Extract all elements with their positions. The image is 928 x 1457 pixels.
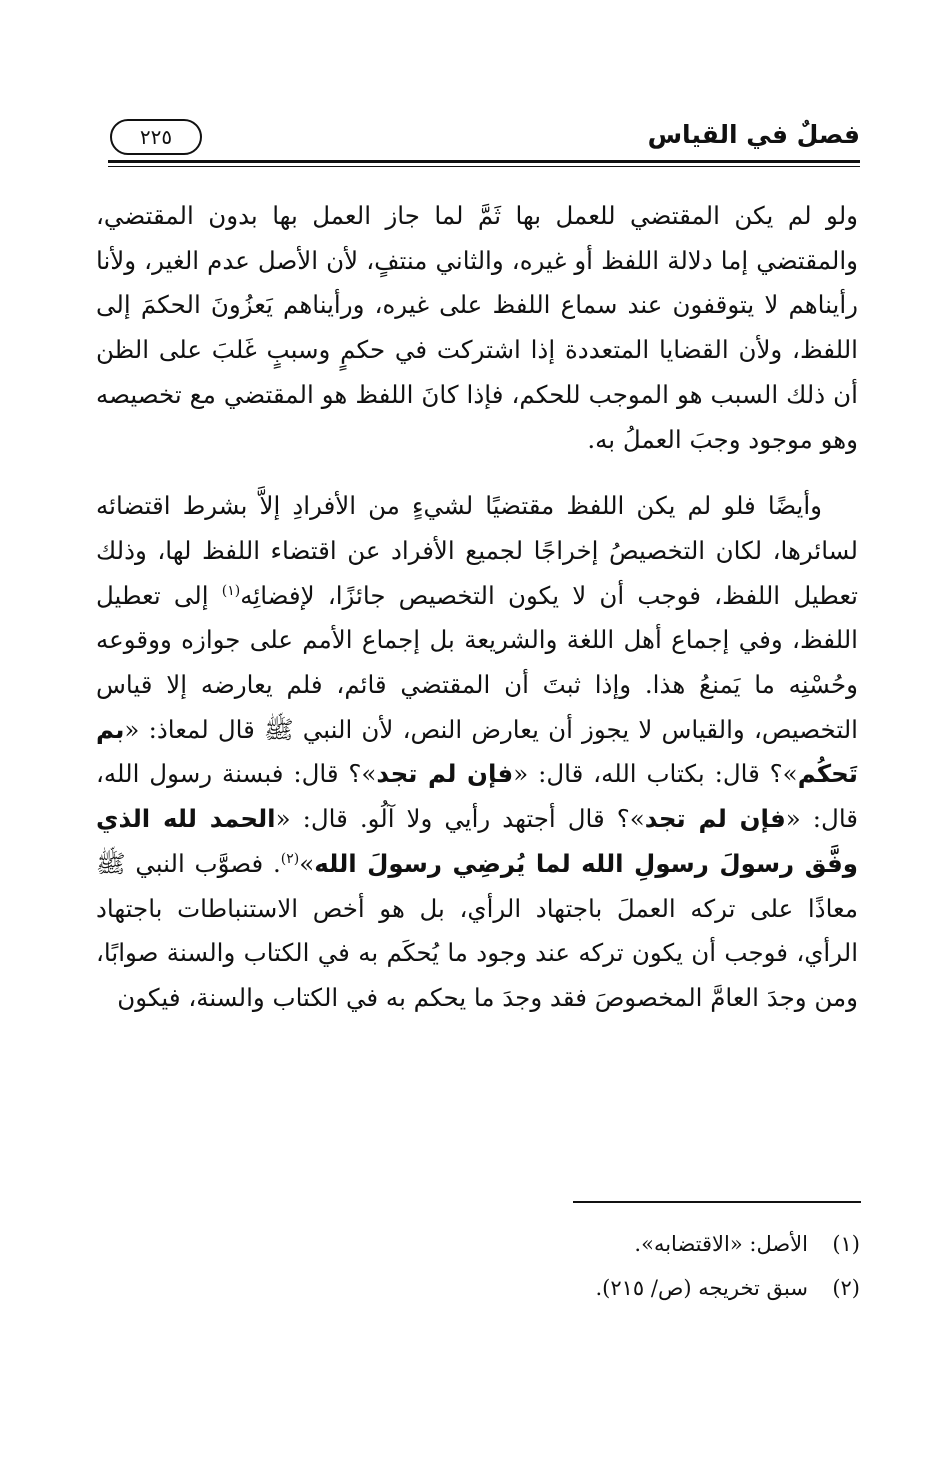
footnotes — [96, 1222, 860, 1310]
footnote-separator — [573, 1201, 861, 1203]
footnote-reference-2: (٢) — [280, 850, 300, 867]
hadith-quote-2: فإن لم تجد — [376, 759, 514, 789]
paragraph-2-part-a: وأيضًا فلو لم يكن اللفظ مقتضيًا لشيءٍ من الأفرادِ إلاَّ بشرط اقتضائه لسائرها، لكان التخصيصُ إخراجًا لجميع الأفراد عن اقتضاء اللفظ لها، وذلك تعطيل اللفظ، فوجب أن لا يكون التخصيص جائزًا، لإفضائِه — [96, 491, 859, 610]
paragraph-2-part-c: »؟ قال: بكتاب الله، قال: « — [513, 759, 798, 789]
page-number: ٢٢٥ — [139, 125, 173, 149]
header-rule-thick — [108, 160, 860, 163]
page-header — [108, 116, 860, 158]
running-title: فصلٌ في القياس — [647, 120, 860, 149]
page-number-frame — [110, 119, 202, 155]
footnote-1 — [96, 1222, 860, 1266]
paragraph-2-part-f: » — [299, 848, 315, 878]
hadith-quote-1: بم تَحكُم — [96, 714, 859, 789]
footnote-reference-1: (١) — [221, 582, 241, 599]
footnote-2 — [96, 1266, 860, 1310]
paragraph-2-part-e: »؟ قال أجتهد رأيي ولا آلُو. قال: « — [275, 804, 645, 834]
footnote-marker-2: (٢) — [832, 1276, 860, 1300]
main-text — [96, 194, 858, 1021]
paragraph-2-part-g: . فصوَّب النبي ﷺ معاذًا على تركه العملَ باجتهاد الرأي، بل هو أخص الاستنباطات باجتهاد الرأي، فوجب أن يكون تركه عند وجود ما يُحكَم به في الكتاب والسنة صوابًا، ومن وجدَ العامَّ المخصوصَ فقد وجدَ ما يحكم به في الكتاب والسنة، فيكون — [96, 848, 858, 1012]
paragraph-2-part-b: إلى تعطيل اللفظ، وفي إجماع أهل اللغة والشريعة بل إجماع الأمم على جوازه ووقوعه وحُسْنِه ما يَمنعُ هذا. وإذا ثبتَ أن المقتضي قائم، فلم يعارضه إلا قياس التخصيص، والقياس لا يجوز أن يعارض النص، لأن النبي ﷺ قال لمعاذ: « — [96, 580, 858, 744]
paragraph-1: ولو لم يكن المقتضي للعمل بها ثَمَّ لما جاز العمل بها بدون المقتضي، والمقتضي إما دلالة اللفظ أو غيره، والثاني منتفٍ، لأن الأصل عدم الغير، ولأنا رأيناهم لا يتوقفون عند سماع اللفظ على غيره، ورأيناهم يَعزُونَ الحكمَ إلى اللفظ، ولأن القضايا المتعددة إذا اشتركت في حكمٍ وسببٍ غَلبَ على الظن أن ذلك السبب هو الموجب للحكم، فإذا كانَ اللفظ هو المقتضي مع تخصيصه وهو موجود وجبَ العملُ به. — [96, 201, 858, 454]
hadith-quote-4: الحمد لله الذي وفَّق رسولَ رسولِ الله لما يُرضِي رسولَ الله — [96, 804, 858, 878]
footnote-text-1: الأصل: «الاقتضابه». — [634, 1232, 808, 1256]
footnote-marker-1: (١) — [832, 1232, 860, 1256]
header-rule-thin — [108, 166, 860, 167]
paragraph-2-part-d: »؟ قال: فبسنة رسول الله، قال: « — [96, 759, 858, 834]
hadith-quote-3: فإن لم تجد — [644, 804, 786, 834]
footnote-text-2: سبق تخريجه (ص/ ٢١٥). — [595, 1276, 808, 1300]
paragraph-2 — [96, 484, 858, 1020]
